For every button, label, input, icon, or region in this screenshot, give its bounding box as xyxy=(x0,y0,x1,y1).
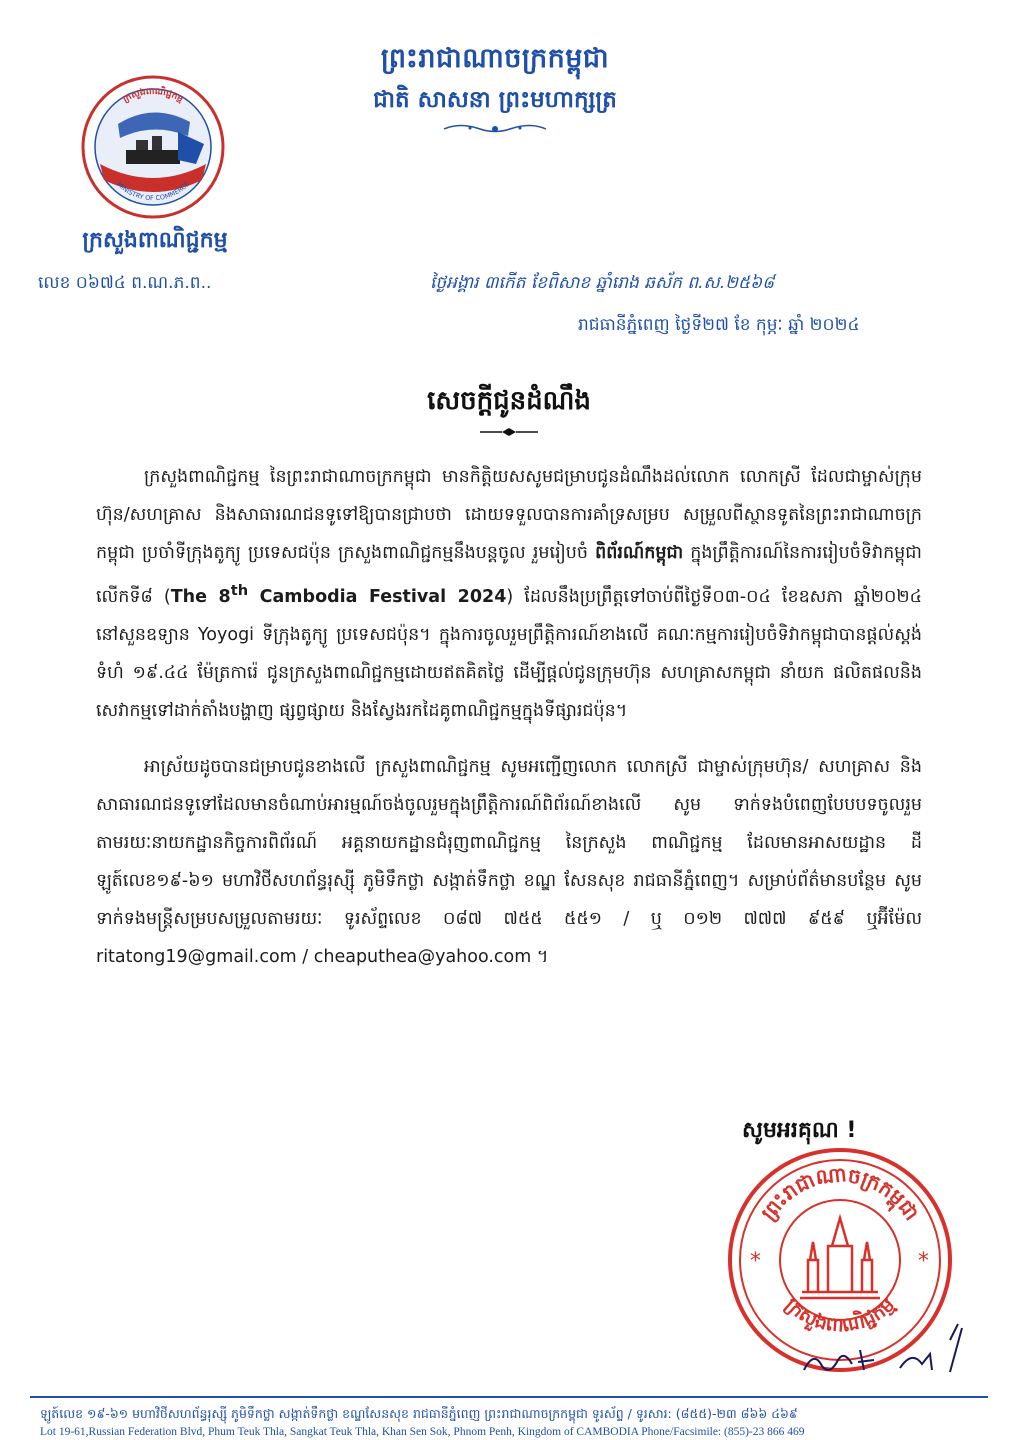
footer-khmer-address: ឡូត៍លេខ ១៩-៦១ មហាវិថីសហព័ន្ធរុស្ស៊ី ភូមិទឹកថ្លា សង្កាត់ទឹកថ្លា ខណ្ឌសែនសុខ រាជធានីភ្នំពេញ ព្រះរាជាណាចក្រកម្ពុជា ទូរស័ព្ទ / ទូរសារ: (៨៥៥)-២៣ ៨៦៦ ៤៦៩ xyxy=(40,1406,798,1421)
document-body xyxy=(96,458,922,994)
footer-divider xyxy=(30,1396,988,1398)
paragraph-1-part-b: ក្នុងព្រឹត្តិការណ៍នៃការរៀបចំទិវាកម្ពុជាលើកទី៨ ( xyxy=(96,543,922,607)
solar-date: រាជធានីភ្នំពេញ ថ្ងៃទី២៧ ខែ កុម្ភៈ ឆ្នាំ ២០២៤ xyxy=(578,315,860,335)
paragraph-1-part-c: ) ដែលនឹងប្រព្រឹត្តទៅចាប់ពីថ្ងៃទី០៣-០៤ ខែឧសភា ឆ្នាំ២០២៤ នៅសួនឧទ្យាន Yoyogi ទីក្រុងតូក្យូ ប្រទេសជប៉ុន។ ក្នុងការចូលរួមព្រឹត្តិការណ៍ខាងលើ គណៈកម្មការរៀបចំទិវាកម្ពុជាបានផ្តល់ស្តង់ទំហំ ១៩.៤៤ ម៉ែត្រការ៉េ ជូនក្រសួងពាណិជ្ជកម្មដោយឥតគិតថ្លៃ ដើម្បីផ្តល់ជូនក្រុមហ៊ុន សហគ្រាសកម្ពុជា នាំយក ផលិតផលនិងសេវាកម្មទៅដាក់តាំងបង្ហាញ ផ្សព្វផ្សាយ និងស្វែងរកដៃគូពាណិជ្ជកម្មក្នុងទីផ្សារជប៉ុន។ xyxy=(96,586,922,721)
event-name-sup: th xyxy=(230,582,249,599)
logo-text-bottom: MINISTRY OF COMMERCE xyxy=(115,180,191,203)
event-name-b: Cambodia Festival 2024 xyxy=(248,586,507,607)
ministry-logo-emblem xyxy=(78,72,228,222)
document-title: សេចក្តីជូនដំណឹង xyxy=(427,386,591,416)
national-motto: ជាតិ សាសនា ព្រះមហាក្សត្រ xyxy=(373,87,617,113)
kingdom-heading: ព្រះរាជាណាចក្រកម្ពុជា xyxy=(380,43,610,74)
signature xyxy=(800,1320,970,1380)
event-name-a: The 8 xyxy=(170,586,231,607)
footer-english-address: Lot 19-61,Russian Federation Blvd, Phum Teuk Thla, Sangkat Teuk Thla, Khan Sen Sok, Phnom Penh, Kingdom of CAMBODIA Phone/Facsimile: (855)-23 866 469 xyxy=(40,1426,805,1438)
paragraph-2: អាស្រ័យដូចបានជម្រាបជូនខាងលើ ក្រសួងពាណិជ្ជកម្ម សូមអញ្ជើញលោក លោកស្រី ជាម្ចាស់ក្រុមហ៊ុន/ សហគ្រាស និងសាធារណជនទូទៅដែលមានចំណាប់អារម្មណ៍ចង់ចូលរួមក្នុងព្រឹត្តិការណ៍ពិព័រណ៍ខាងលើ សូម ទាក់ទងបំពេញបែបបទចូលរួមតាមរយៈនាយកដ្ឋានកិច្ចការពិព័រណ៍ អគ្គនាយកដ្ឋានជំរុញពាណិជ្ជកម្ម នៃក្រសួង ពាណិជ្ជកម្ម ដែលមានអាសយដ្ឋាន ដីឡូត៍លេខ១៩-៦១ មហាវិថីសហព័ន្ធរុស្ស៊ី ភូមិទឹកថ្លា សង្កាត់ទឹកថ្លា ខណ្ឌ សែនសុខ រាជធានីភ្នំពេញ។ សម្រាប់ព័ត៌មានបន្ថែម សូមទាក់ទងមន្ត្រីសម្របសម្រួលតាមរយៈ ទូរស័ព្ទលេខ ០៨៧ ៧៥៥ ៥៥១ / ឬ ០១២ ៧៧៧ ៩៥៩ ឬអ៊ីម៉ែល ritatong19@gmail.com / cheaputhea@yahoo.com ។ xyxy=(96,756,923,967)
closing-thanks: សូមអរគុណ ! xyxy=(742,1118,857,1143)
event-name xyxy=(170,582,507,607)
logo-text-top: ក្រសួងពាណិជ្ជកម្ម xyxy=(121,86,185,105)
lunar-date: ថ្ងៃអង្គារ ៣កើត ខែពិសាខ ឆ្នាំរោង ឆស័ក ព.ស.២៥៦៨ xyxy=(430,273,775,293)
seal-bottom-text: ក្រសួងពាណិជ្ជកម្ម xyxy=(780,1293,900,1337)
exhibition-name: ពិព័រណ៍កម្ពុជា xyxy=(595,543,684,563)
ministry-name: ក្រសួងពាណិជ្ជកម្ម xyxy=(82,228,228,253)
reference-number: លេខ ០៦៧៤ ព.ណ.ភ.ព.. xyxy=(38,273,212,293)
header-ornament-icon xyxy=(440,120,550,138)
angkor-temple-icon xyxy=(800,1218,880,1298)
svg-text:*: * xyxy=(918,1249,929,1274)
ministry-logo xyxy=(78,72,228,222)
paragraph-1 xyxy=(96,458,922,730)
seal-top-text: ព្រះរាជាណាចក្រកម្ពុជា xyxy=(756,1161,925,1225)
paragraph-1-part-a: ក្រសួងពាណិជ្ជកម្ម នៃព្រះរាជាណាចក្រកម្ពុជា មានកិត្តិយសសូមជម្រាបជូនដំណឹងដល់លោក លោកស្រី ដែលជាម្ចាស់ក្រុមហ៊ុន/សហគ្រាស និងសាធារណជនទូទៅឱ្យបានជ្រាបថា ដោយទទួលបានការគាំទ្រសម្រប សម្រួលពីស្ថានទូតនៃព្រះរាជាណាចក្រកម្ពុជា ប្រចាំទីក្រុងតូក្យូ ប្រទេសជប៉ុន ក្រសួងពាណិជ្ជកម្មនឹងបន្តចូល រួមរៀបចំ xyxy=(96,467,922,563)
svg-text:*: * xyxy=(750,1249,761,1274)
title-ornament-icon xyxy=(478,426,540,438)
